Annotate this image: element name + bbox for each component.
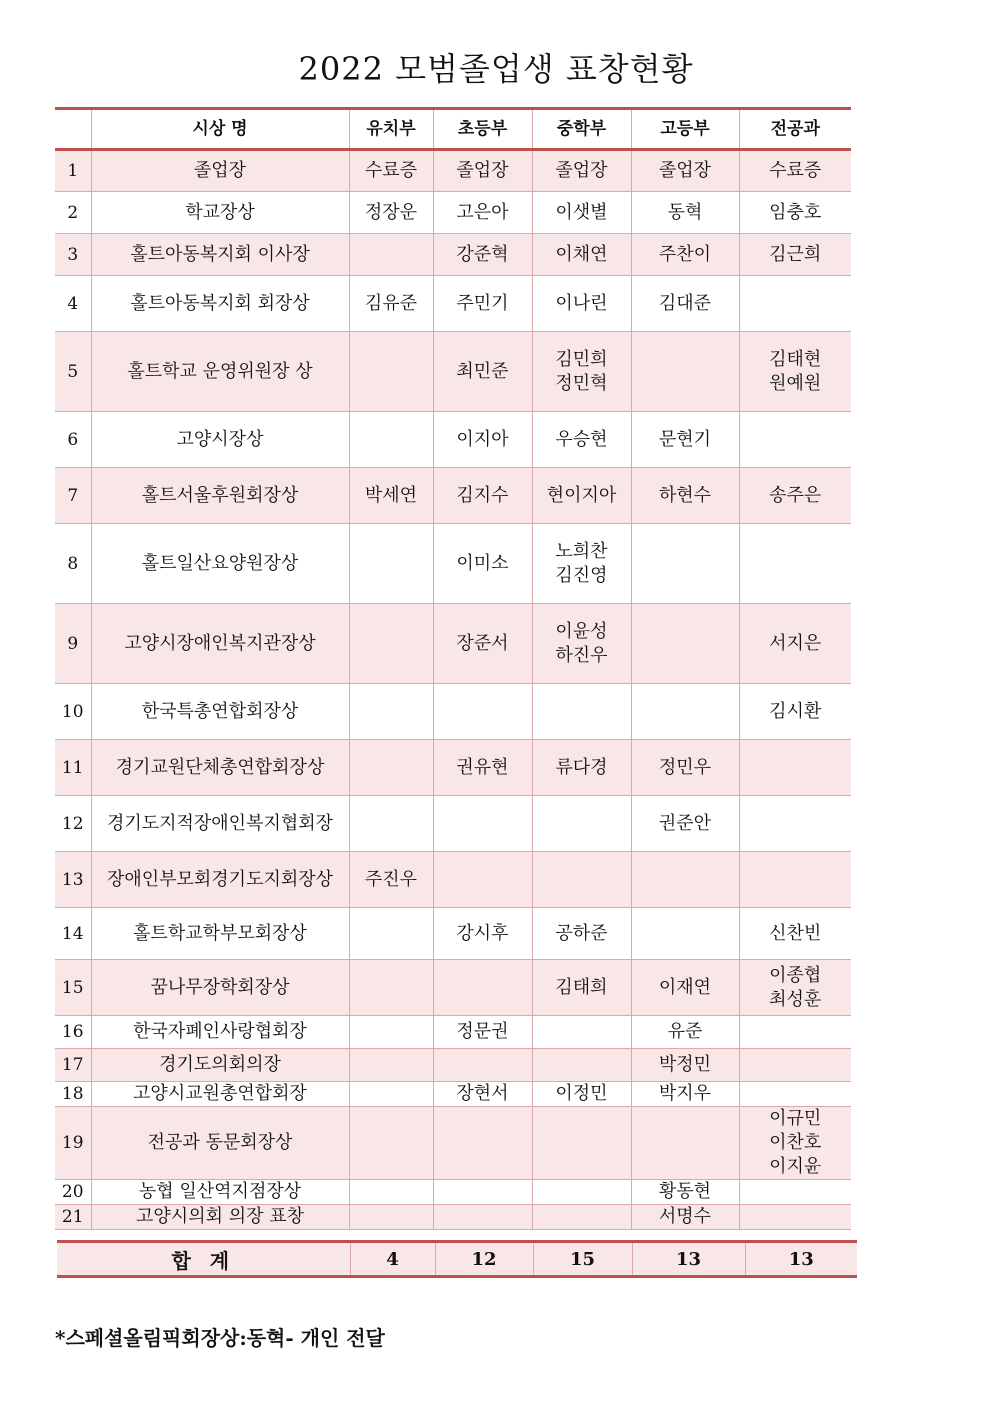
- recipient-middle: 김태희: [532, 960, 631, 1016]
- table-row: [55, 1205, 851, 1230]
- table-row: [55, 234, 851, 276]
- table-row: [55, 192, 851, 234]
- recipient-elementary: 주민기: [433, 276, 532, 332]
- recipient-kindergarten: [349, 908, 433, 960]
- total-label: 합 계: [57, 1242, 350, 1277]
- recipient-elementary: [433, 796, 532, 852]
- recipient-middle: 이채연: [532, 234, 631, 276]
- recipient-major: [739, 1016, 851, 1049]
- footnote: *스페셜올림픽회장상:동혁- 개인 전달: [55, 1326, 385, 1350]
- row-number: 13: [55, 852, 91, 908]
- recipient-high: 서명수: [631, 1205, 739, 1230]
- recipient-middle: [532, 1049, 631, 1082]
- award-name: 전공과 동문회장상: [91, 1107, 349, 1180]
- recipient-elementary: [433, 1107, 532, 1180]
- award-name: 홀트학교학부모회장상: [91, 908, 349, 960]
- award-name: 한국특총연합회장상: [91, 684, 349, 740]
- recipient-elementary: 김지수: [433, 468, 532, 524]
- recipient-high: [631, 524, 739, 604]
- recipient-kindergarten: [349, 1107, 433, 1180]
- recipient-middle: 류다경: [532, 740, 631, 796]
- recipient-high: 김대준: [631, 276, 739, 332]
- recipient-kindergarten: [349, 796, 433, 852]
- table-row: [55, 1016, 851, 1049]
- header-kindergarten: 유치부: [349, 109, 433, 150]
- recipient-middle: [532, 1205, 631, 1230]
- award-name: 홀트학교 운영위원장 상: [91, 332, 349, 412]
- award-name: 고양시장상: [91, 412, 349, 468]
- recipient-major: 수료증: [739, 150, 851, 192]
- award-name: 장애인부모회경기도지회장상: [91, 852, 349, 908]
- table-row: [55, 524, 851, 604]
- recipient-elementary: [433, 1049, 532, 1082]
- recipient-elementary: 권유현: [433, 740, 532, 796]
- recipient-high: 주찬이: [631, 234, 739, 276]
- award-name: 홀트서울후원회장상: [91, 468, 349, 524]
- recipient-middle: 우승현: [532, 412, 631, 468]
- recipient-major: [739, 1205, 851, 1230]
- row-number: 3: [55, 234, 91, 276]
- header-elementary: 초등부: [433, 109, 532, 150]
- recipient-high: [631, 332, 739, 412]
- award-name: 홀트일산요양원장상: [91, 524, 349, 604]
- recipient-high: 박지우: [631, 1082, 739, 1107]
- recipient-major: 김근희: [739, 234, 851, 276]
- recipient-kindergarten: [349, 1016, 433, 1049]
- row-number: 10: [55, 684, 91, 740]
- recipient-major: 이규민 이찬호 이지윤: [739, 1107, 851, 1180]
- recipient-kindergarten: [349, 960, 433, 1016]
- recipient-major: [739, 1180, 851, 1205]
- row-number: 4: [55, 276, 91, 332]
- recipient-middle: [532, 1016, 631, 1049]
- recipient-middle: 노희찬 김진영: [532, 524, 631, 604]
- recipient-major: [739, 276, 851, 332]
- recipient-kindergarten: [349, 740, 433, 796]
- recipient-major: [739, 796, 851, 852]
- recipient-high: 하현수: [631, 468, 739, 524]
- recipient-elementary: [433, 960, 532, 1016]
- table-row: [55, 332, 851, 412]
- row-number: 14: [55, 908, 91, 960]
- recipient-major: [739, 1049, 851, 1082]
- recipient-middle: [532, 1107, 631, 1180]
- recipient-elementary: 이미소: [433, 524, 532, 604]
- recipient-middle: 이샛별: [532, 192, 631, 234]
- recipient-kindergarten: [349, 412, 433, 468]
- award-name: 꿈나무장학회장상: [91, 960, 349, 1016]
- recipient-elementary: 이지아: [433, 412, 532, 468]
- row-number: 19: [55, 1107, 91, 1180]
- recipient-middle: 이정민: [532, 1082, 631, 1107]
- award-name: 홀트아동복지회 회장상: [91, 276, 349, 332]
- total-middle: 15: [533, 1242, 632, 1277]
- recipient-middle: 이나린: [532, 276, 631, 332]
- recipient-middle: 현이지아: [532, 468, 631, 524]
- recipient-major: 임충호: [739, 192, 851, 234]
- recipient-elementary: 고은아: [433, 192, 532, 234]
- recipient-elementary: 강준혁: [433, 234, 532, 276]
- table-header-row: [55, 109, 851, 150]
- recipient-high: [631, 1107, 739, 1180]
- recipient-kindergarten: [349, 1205, 433, 1230]
- row-number: 7: [55, 468, 91, 524]
- row-number: 16: [55, 1016, 91, 1049]
- table-row: [55, 740, 851, 796]
- table-row: [55, 1082, 851, 1107]
- row-number: 6: [55, 412, 91, 468]
- row-number: 17: [55, 1049, 91, 1082]
- recipient-major: 신찬빈: [739, 908, 851, 960]
- table-row: [55, 468, 851, 524]
- recipient-kindergarten: [349, 684, 433, 740]
- recipient-kindergarten: [349, 1049, 433, 1082]
- recipient-major: [739, 852, 851, 908]
- recipient-major: 송주은: [739, 468, 851, 524]
- recipient-high: 문현기: [631, 412, 739, 468]
- row-number: 18: [55, 1082, 91, 1107]
- recipient-high: 정민우: [631, 740, 739, 796]
- table-row: [55, 796, 851, 852]
- recipient-middle: [532, 796, 631, 852]
- recipient-middle: 김민희 정민혁: [532, 332, 631, 412]
- award-name: 농협 일산역지점장상: [91, 1180, 349, 1205]
- recipient-kindergarten: [349, 1082, 433, 1107]
- recipient-kindergarten: [349, 1180, 433, 1205]
- recipient-middle: 공하준: [532, 908, 631, 960]
- table-row: [55, 960, 851, 1016]
- recipient-high: 동혁: [631, 192, 739, 234]
- recipient-kindergarten: [349, 524, 433, 604]
- recipient-high: [631, 604, 739, 684]
- table-row: [55, 1049, 851, 1082]
- recipient-kindergarten: 수료증: [349, 150, 433, 192]
- recipient-high: 박정민: [631, 1049, 739, 1082]
- row-number: 9: [55, 604, 91, 684]
- recipient-kindergarten: 김유준: [349, 276, 433, 332]
- table-row: [55, 684, 851, 740]
- recipient-kindergarten: 정장운: [349, 192, 433, 234]
- row-number: 20: [55, 1180, 91, 1205]
- recipient-elementary: 강시후: [433, 908, 532, 960]
- recipient-major: [739, 740, 851, 796]
- recipient-high: [631, 852, 739, 908]
- page-title: 2022 모범졸업생 표창현황: [298, 50, 694, 88]
- row-number: 11: [55, 740, 91, 796]
- recipient-high: 권준안: [631, 796, 739, 852]
- row-number: 1: [55, 150, 91, 192]
- recipient-major: 김시환: [739, 684, 851, 740]
- header-middle: 중학부: [532, 109, 631, 150]
- award-table: [55, 107, 851, 1230]
- table-row: [55, 604, 851, 684]
- row-number: 5: [55, 332, 91, 412]
- recipient-high: [631, 684, 739, 740]
- recipient-high: 황동현: [631, 1180, 739, 1205]
- recipient-high: 이재연: [631, 960, 739, 1016]
- row-number: 12: [55, 796, 91, 852]
- recipient-middle: 이윤성 하진우: [532, 604, 631, 684]
- recipient-middle: 졸업장: [532, 150, 631, 192]
- recipient-major: [739, 1082, 851, 1107]
- header-no: [55, 109, 91, 150]
- recipient-kindergarten: [349, 332, 433, 412]
- total-table: [57, 1240, 857, 1278]
- table-row: [55, 852, 851, 908]
- award-name: 고양시교원총연합회장: [91, 1082, 349, 1107]
- award-name: 한국자폐인사랑협회장: [91, 1016, 349, 1049]
- recipient-elementary: 졸업장: [433, 150, 532, 192]
- recipient-elementary: 정문권: [433, 1016, 532, 1049]
- table-row: [55, 1107, 851, 1180]
- total-high: 13: [632, 1242, 745, 1277]
- recipient-elementary: [433, 852, 532, 908]
- row-number: 2: [55, 192, 91, 234]
- row-number: 8: [55, 524, 91, 604]
- award-name: 학교장상: [91, 192, 349, 234]
- recipient-kindergarten: 박세연: [349, 468, 433, 524]
- recipient-kindergarten: 주진우: [349, 852, 433, 908]
- recipient-major: 김태현 원예원: [739, 332, 851, 412]
- recipient-kindergarten: [349, 234, 433, 276]
- recipient-elementary: [433, 1180, 532, 1205]
- recipient-middle: [532, 852, 631, 908]
- recipient-elementary: [433, 1205, 532, 1230]
- recipient-kindergarten: [349, 604, 433, 684]
- recipient-elementary: [433, 684, 532, 740]
- row-number: 21: [55, 1205, 91, 1230]
- award-name: 경기교원단체총연합회장상: [91, 740, 349, 796]
- award-name: 고양시의회 의장 표창: [91, 1205, 349, 1230]
- table-row: [55, 412, 851, 468]
- header-award: 시상 명: [91, 109, 349, 150]
- recipient-elementary: 장현서: [433, 1082, 532, 1107]
- total-kindergarten: 4: [350, 1242, 435, 1277]
- recipient-major: 서지은: [739, 604, 851, 684]
- recipient-middle: [532, 1180, 631, 1205]
- recipient-major: [739, 412, 851, 468]
- recipient-middle: [532, 684, 631, 740]
- recipient-high: 유준: [631, 1016, 739, 1049]
- table-row: [55, 1180, 851, 1205]
- total-row: [57, 1242, 857, 1277]
- award-name: 고양시장애인복지관장상: [91, 604, 349, 684]
- award-name: 홀트아동복지회 이사장: [91, 234, 349, 276]
- row-number: 15: [55, 960, 91, 1016]
- award-name: 졸업장: [91, 150, 349, 192]
- table-row: [55, 908, 851, 960]
- recipient-elementary: 최민준: [433, 332, 532, 412]
- recipient-elementary: 장준서: [433, 604, 532, 684]
- table-row: [55, 276, 851, 332]
- award-name: 경기도의회의장: [91, 1049, 349, 1082]
- recipient-high: [631, 908, 739, 960]
- recipient-major: [739, 524, 851, 604]
- total-elementary: 12: [435, 1242, 533, 1277]
- total-major: 13: [745, 1242, 857, 1277]
- recipient-high: 졸업장: [631, 150, 739, 192]
- recipient-major: 이종협 최성훈: [739, 960, 851, 1016]
- table-row: [55, 150, 851, 192]
- header-major: 전공과: [739, 109, 851, 150]
- award-name: 경기도지적장애인복지협회장: [91, 796, 349, 852]
- header-high: 고등부: [631, 109, 739, 150]
